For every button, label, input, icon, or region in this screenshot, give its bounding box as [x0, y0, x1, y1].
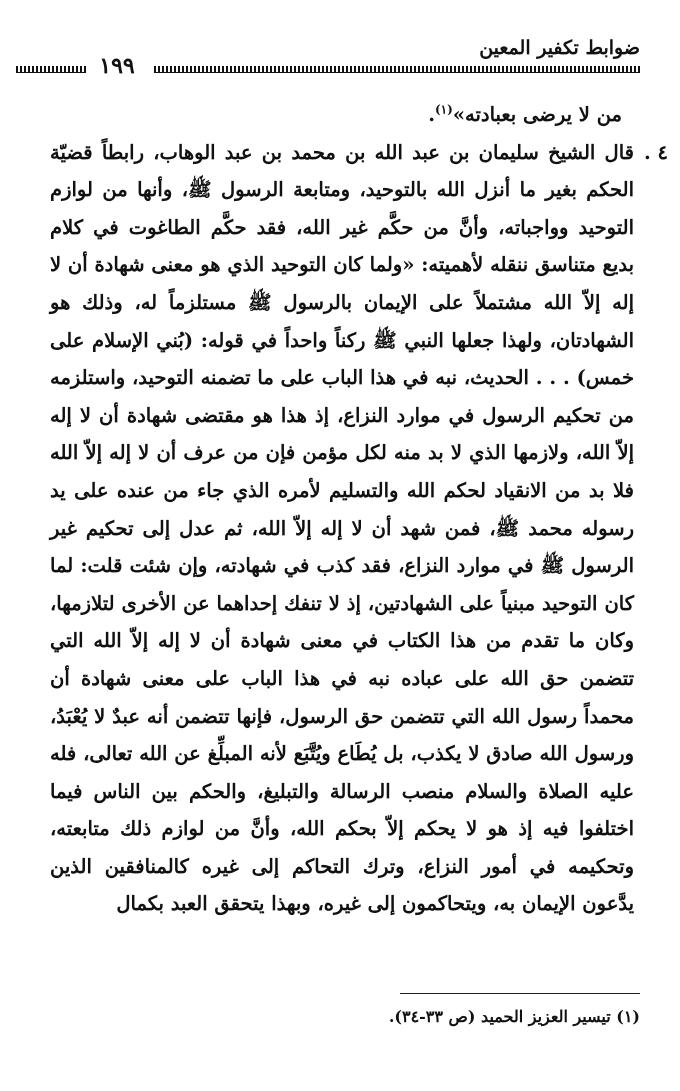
continuation-end: . — [428, 103, 435, 126]
paragraph-continuation — [50, 96, 634, 134]
footnote-separator — [400, 993, 640, 994]
header-rule-left — [16, 66, 86, 73]
footnote-text: تيسير العزيز الحميد (ص ٣٣-٣٤). — [388, 1007, 611, 1026]
page-number: ١٩٩ — [99, 53, 135, 79]
header-rule-right — [154, 66, 640, 73]
footnote-number: (١) — [616, 1007, 640, 1026]
footnote-reference: (١) — [434, 102, 453, 117]
continuation-text: من لا يرضى بعبادته» — [452, 103, 622, 126]
running-title: ضوابط تكفير المعين — [479, 37, 640, 59]
paragraph-text: قال الشيخ سليمان بن عبد الله بن محمد بن عبد الوهاب، رابطاً قضيّة الحكم بغير ما أنزل الله بالتوحيد، ومتابعة الرسول ﷺ، وأنها من لوازم التوحيد وواجباته، وأنَّ من حكَّم غير الله، فقد حكَّم الطاغوت في كلام بديع متناسق ننقله لأهميته: «ولما كان التوحيد الذي هو معنى شهادة أن لا إله إلاّ الله مشتملاً على الإيمان بالرسول ﷺ مستلزماً له، وذلك هو الشهادتان، ولهذا جعلها النبي ﷺ ركناً واحداً في قوله: (بُني الإسلام على خمس) . . . الحديث، نبه في هذا الباب على ما تضمنه التوحيد، واستلزمه من تحكيم الرسول في موارد النزاع، إذ هذا هو مقتضى شهادة أن لا إله إلاّ الله، ولازمها الذي لا بد منه لكل مؤمن فإن من عرف أن لا إله إلاّ الله فلا بد من الانقياد لحكم الله والتسليم لأمره الذي جاء من عنده على يد رسوله محمد ﷺ، فمن شهد أن لا إله إلاّ الله، ثم عدل إلى تحكيم غير الرسول ﷺ في موارد النزاع، فقد كذب في شهادته، وإن شئت قلت: لما كان التوحيد مبنياً على الشهادتين، إذ لا تنفك إحداهما عن الأخرى لتلازمها، وكان ما تقدم من هذا الكتاب في معنى شهادة أن لا إله إلاّ الله التي تتضمن حق الله على عباده نبه في هذا الباب على معنى شهادة أن محمداً رسول الله التي تتضمن حق الرسول، فإنها تتضمن أنه عبدٌ لا يُعْبَدُ، ورسول الله صادق لا يكذب، بل يُطَاع ويُتَّبَع لأنه المبلِّغ عن الله تعالى، فله عليه الصلاة والسلام منصب الرسالة والتبليغ، والحكم بين الناس فيما اختلفوا فيه إذ هو لا يحكم إلاّ بحكم الله، وأنَّ من لوازم ذلك متابعته، وتحكيمه في أمور النزاع، وترك التحاكم إلى غيره كالمنافقين الذين يدَّعون الإيمان به، ويتحاكمون إلى غيره، وبهذا يتحقق العبد بكمال — [50, 140, 634, 916]
footnote — [80, 1006, 640, 1028]
paragraph-number: ٤ . — [643, 140, 668, 164]
body-text — [50, 96, 668, 923]
numbered-paragraph — [50, 134, 668, 923]
